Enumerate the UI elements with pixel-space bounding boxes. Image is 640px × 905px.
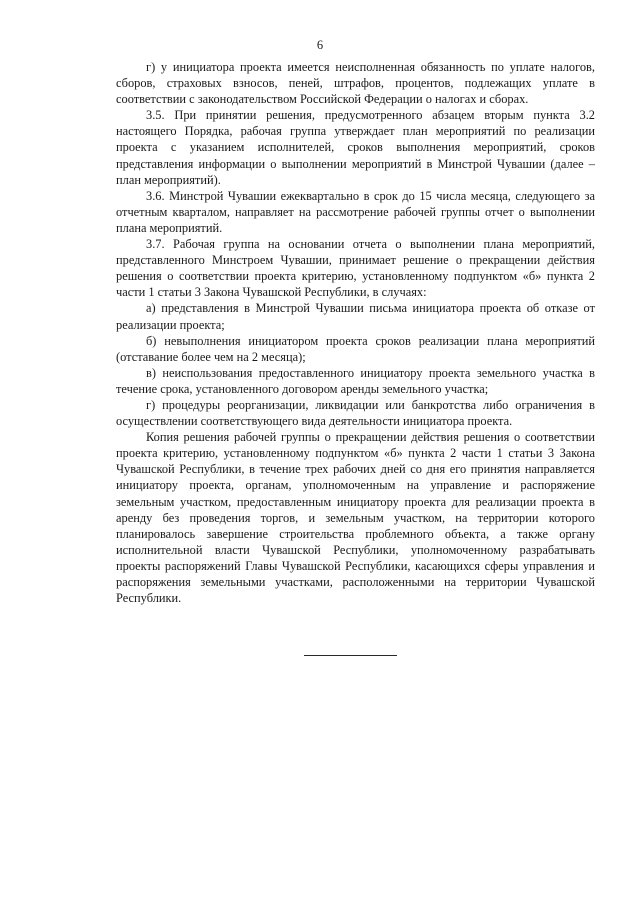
paragraph-3-7-g: г) процедуры реорганизации, ликвидации или банкротства либо ограничения в осуществлении соответствующего вида деятельности инициатора проекта. [116, 397, 595, 429]
paragraph-3-6: 3.6. Минстрой Чувашии ежеквартально в срок до 15 числа месяца, следующего за отчетным кварталом, направляет на рассмотрение рабочей группы отчет о выполнении плана мероприятий. [116, 188, 595, 235]
paragraph-decision-copy: Копия решения рабочей группы о прекращении действия решения о соответствии проекта критерию, установленному подпунктом «б» пункта 2 части 1 статьи 3 Закона Чувашской Республики, в течение трех рабочих дней со дня его принятия направляется инициатору проекта, органам, уполномоченным на управление и распоряжение земельным участком, предоставленным инициатору проекта для реализации проекта в аренду без проведения торгов, и земельным участком, на территории которого планировалось завершение строительства проблемного объекта, а также органу исполнительной власти Чувашской Республики, уполномоченному разрабатывать проекты распоряжений Главы Чувашской Республики, касающихся сферы управления и распоряжения земельными участками, расположенными на территории Чувашской Республики. [116, 430, 595, 606]
paragraph-3-7: 3.7. Рабочая группа на основании отчета о выполнении плана мероприятий, представленного Минстроем Чувашии, принимает решение о прекращении действия решения о соответствии проекта критерию, установленному подпунктом «б» пункта 2 части 1 статьи 3 Закона Чувашской Республики, в случаях: [116, 237, 595, 300]
paragraph-3-7-a: а) представления в Минстрой Чувашии письма инициатора проекта об отказе от реализации проекта; [116, 301, 595, 332]
paragraph-3-4-g: г) у инициатора проекта имеется неисполненная обязанность по уплате налогов, сборов, страховых взносов, пеней, штрафов, процентов, подлежащих уплате в соответствии с законодательством Российской Федерации о налогах и сборах. [116, 60, 595, 107]
document-body [116, 59, 595, 606]
paragraph-3-7-b: б) невыполнения инициатором проекта сроков реализации плана мероприятий (отставание более чем на 2 месяца); [116, 333, 595, 364]
page-number: 6 [316, 38, 324, 52]
end-divider-line [304, 655, 397, 656]
paragraph-3-5: 3.5. При принятии решения, предусмотренного абзацем вторым пункта 3.2 настоящего Порядка, рабочая группа утверждает план мероприятий по реализации проекта с указанием исполнителей, сроков выполнения мероприятий, сроков представления информации о выполнении мероприятий в Минстрой Чувашии (далее – план мероприятий). [116, 108, 595, 187]
paragraph-3-7-v: в) неиспользования предоставленного инициатору проекта земельного участка в течение срока, установленного договором аренды земельного участка; [116, 365, 595, 396]
